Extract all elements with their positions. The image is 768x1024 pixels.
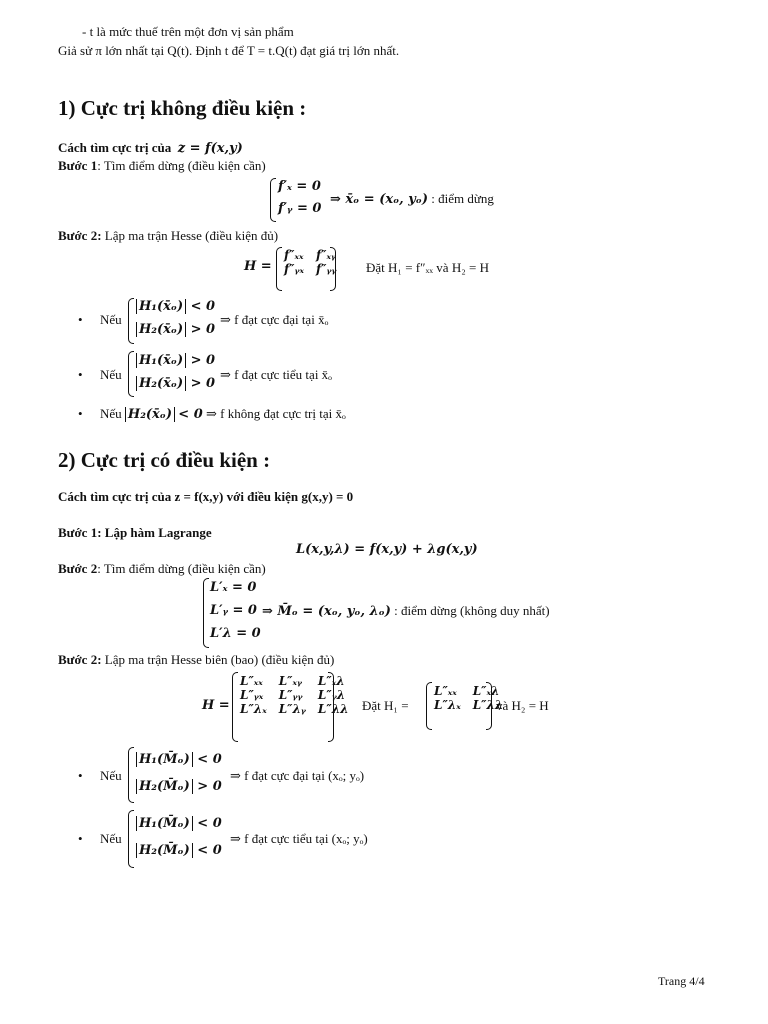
s1-case-2-cond-1 [136, 353, 215, 368]
section-1-heading: 1) Cực trị không điều kiện : [58, 96, 307, 120]
s1-hesse-def: Đặt H₁ = f″ₓₓ và H₂ = H [366, 260, 489, 275]
s1-method-expr: z = f(x,y) [177, 141, 243, 156]
s2-case-2-c1: H₁(M̄ₒ) [136, 816, 193, 831]
s2-hesse-entry: L″ₓᵧ [278, 674, 303, 688]
s2-sys-result-expr: ⇒ M̄ₒ = (xₒ, yₒ, λₒ) [262, 604, 391, 619]
s1-step-1-text: : Tìm điểm dừng (điều kiện cần) [97, 158, 266, 173]
s2-method: Cách tìm cực trị của z = f(x,y) với điều kiện g(x,y) = 0 [58, 489, 354, 504]
s2-case-1-r2: > 0 [197, 779, 222, 794]
bullet-icon: • [78, 406, 83, 421]
s2-case-1-c1: H₁(M̄ₒ) [136, 752, 193, 767]
bullet-icon: • [78, 312, 83, 327]
s1-case-2-prefix: Nếu [100, 367, 122, 382]
s1-method-label: Cách tìm cực trị của [58, 140, 172, 155]
s1-hesse-entry: f″ₓᵧ [316, 248, 337, 262]
s2-hesse-right-paren [328, 672, 334, 742]
s2-step-1: Bước 1: Lập hàm Lagrange [58, 525, 212, 540]
s1-case-1-cond-2 [136, 322, 215, 337]
page-number: Trang 4/4 [658, 974, 705, 988]
s1-case-1-c2: H₂(x̄ₒ) [136, 322, 186, 337]
s2-case-1-cond-2 [136, 779, 222, 794]
s1-case-1-r1: < 0 [190, 299, 216, 314]
s2-sys-result-note: : điểm dừng (không duy nhất) [394, 603, 550, 618]
s1-case-2-r1: > 0 [190, 353, 216, 368]
s2-case-2-r2: < 0 [197, 843, 222, 858]
s1-case-3-cond: H₂(x̄ₒ) [125, 407, 175, 422]
s1-step-2-text: Lập ma trận Hesse (điều kiện đủ) [104, 228, 279, 243]
s2-step-3-text: Lập ma trận Hesse biên (bao) (điều kiện đủ) [104, 652, 335, 667]
s2-case-2-r1: < 0 [197, 816, 222, 831]
s1-case-3 [100, 406, 346, 422]
s1-step-2 [58, 228, 278, 244]
s1-case-1-cond-1 [136, 299, 215, 314]
s2-hesse-entry: L″ᵧᵧ [278, 688, 303, 702]
s1-case-2-c1: H₁(x̄ₒ) [136, 353, 186, 368]
bullet-icon: • [78, 768, 83, 783]
s2-case-1-prefix: Nếu [100, 768, 122, 783]
s1-system-brace [270, 178, 276, 222]
s1-case-1-result: ⇒ f đạt cực đại tại x̄ₒ [220, 312, 329, 327]
s1-sys-eq-2: f′ᵧ = 0 [278, 201, 322, 216]
s1-hesse-entry: f″ᵧₓ [284, 262, 305, 276]
s1-case-3-rel: < 0 [178, 407, 203, 422]
bullet-icon: • [78, 831, 83, 846]
s2-h1-entry: L″ₓλ [472, 684, 500, 698]
s2-sys-result [262, 603, 550, 619]
s1-step-1 [58, 158, 266, 174]
s2-hesse-entry: L″ₓλ [317, 674, 345, 688]
s1-case-2-r2: > 0 [190, 376, 216, 391]
s2-case-1-result: ⇒ f đạt cực đại tại (xₒ; yₒ) [230, 768, 365, 783]
s1-method [58, 140, 243, 156]
intro-line-1: - t là mức thuế trên một đơn vị sản phẩm [82, 24, 294, 39]
s1-sys-result-note: : điểm dừng [431, 191, 494, 206]
s1-case-2-brace [128, 351, 134, 397]
s1-case-2-result: ⇒ f đạt cực tiểu tại x̄ₒ [220, 367, 332, 382]
s2-system-brace [203, 578, 209, 648]
s2-hesse-entry: L″λᵧ [278, 702, 306, 716]
s2-h1-entry: L″λₓ [434, 698, 461, 712]
s1-hesse-entry: f″ₓₓ [284, 248, 304, 262]
s2-step-2-label: Bước 2 [58, 561, 98, 576]
s2-case-2-cond-1 [136, 816, 222, 831]
s2-sys-eq-3: L′λ = 0 [210, 626, 261, 641]
s2-hesse-entry: L″ᵧₓ [240, 688, 264, 702]
s1-hesse-right-paren [330, 247, 336, 291]
bullet-icon: • [78, 367, 83, 382]
s1-case-1-c1: H₁(x̄ₒ) [136, 299, 186, 314]
s1-case-1-brace [128, 298, 134, 344]
s1-case-2-c2: H₂(x̄ₒ) [136, 376, 186, 391]
s1-hesse-entry: f″ᵧᵧ [316, 262, 337, 276]
s1-step-2-label: Bước 2: [58, 228, 102, 243]
s1-case-3-result: ⇒ f không đạt cực trị tại x̄ₒ [206, 406, 346, 421]
s1-sys-result-expr: ⇒ x̄ₒ = (xₒ, yₒ) [330, 192, 428, 207]
intro-line-2: Giả sử π lớn nhất tại Q(t). Định t để T = t.Q(t) đạt giá trị lớn nhất. [58, 43, 400, 58]
s2-h1-entry: L″ₓₓ [434, 684, 457, 698]
s1-hesse-lhs: H = [244, 259, 272, 274]
s2-case-1-brace [128, 747, 134, 803]
s2-sys-eq-1: L′ₓ = 0 [210, 580, 257, 595]
s2-step-3 [58, 652, 334, 668]
s1-case-2-cond-2 [136, 376, 215, 391]
s2-h1-tail: và H₂ = H [496, 698, 549, 713]
s2-case-1-c2: H₂(M̄ₒ) [136, 779, 193, 794]
s2-h1-entry: L″λλ [472, 698, 504, 712]
s2-lagrange: L(x,y,λ) = f(x,y) + λg(x,y) [296, 542, 478, 557]
s2-h1-lhs: Đặt H₁ = [362, 698, 409, 713]
section-2-heading: 2) Cực trị có điều kiện : [58, 448, 271, 472]
s2-hesse-entry: L″λₓ [240, 702, 267, 716]
s2-hesse-entry: L″ᵧλ [317, 688, 346, 702]
s2-step-2 [58, 561, 266, 577]
s2-h1-right-paren [486, 682, 492, 730]
s1-case-1-prefix: Nếu [100, 312, 122, 327]
s2-case-1-r1: < 0 [197, 752, 222, 767]
s2-hesse-entry: L″ₓₓ [240, 674, 263, 688]
s2-case-2-prefix: Nếu [100, 831, 122, 846]
s1-step-1-label: Bước 1 [58, 158, 98, 173]
s2-case-2-result: ⇒ f đạt cực tiểu tại (xₒ; yₒ) [230, 831, 368, 846]
s2-case-2-brace [128, 810, 134, 868]
s1-sys-result [330, 191, 494, 207]
s2-case-2-c2: H₂(M̄ₒ) [136, 843, 193, 858]
s2-hesse-matrix [234, 674, 355, 716]
s2-case-1-cond-1 [136, 752, 222, 767]
s1-case-1-r2: > 0 [190, 322, 216, 337]
s2-sys-eq-2: L′ᵧ = 0 [210, 603, 257, 618]
s2-step-3-label: Bước 2: [58, 652, 102, 667]
s2-hesse-lhs: H = [202, 698, 230, 713]
s2-case-2-cond-2 [136, 843, 222, 858]
s1-sys-eq-1: f′ₓ = 0 [278, 179, 321, 194]
s1-case-3-prefix: Nếu [100, 406, 122, 421]
s2-hesse-entry: L″λλ [317, 702, 349, 716]
s2-step-2-text: : Tìm điểm dừng (điều kiện cần) [97, 561, 266, 576]
